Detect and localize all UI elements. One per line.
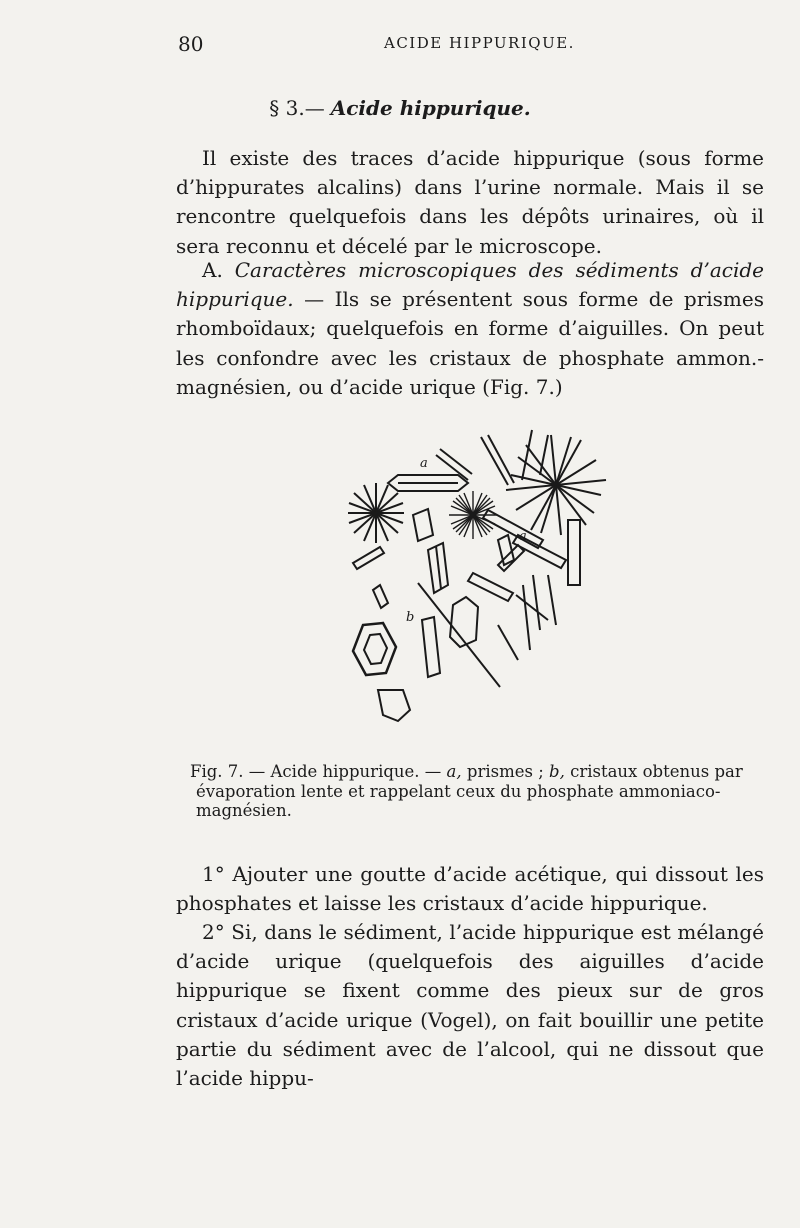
section-name: Acide hippurique. — [330, 96, 531, 120]
figure-label-a-top: a — [420, 456, 428, 471]
crystal-figure — [318, 425, 633, 730]
rosette-crystal-left — [348, 483, 404, 543]
rectangular-crystal — [422, 617, 440, 677]
figure-caption — [190, 762, 772, 821]
paragraph-step-1: 1° Ajouter une goutte d’acide acétique, qui dissout les phosphates et laisse les cristaux d’acide hippurique. — [176, 862, 764, 916]
section-title — [0, 96, 800, 120]
small-prism-b — [378, 690, 410, 721]
needle-group-top — [436, 430, 548, 485]
caption-text-2: prismes ; — [466, 762, 544, 781]
figure-label-b: b — [406, 610, 415, 625]
running-head — [178, 32, 768, 56]
caption-fig: Fig. 7. — — [190, 762, 266, 781]
caption-letter-a: a, — [446, 762, 462, 781]
needle-cross-lower — [498, 575, 556, 660]
caption-text-1: Acide hippurique. — — [270, 762, 442, 781]
caption-text-3: cristaux obtenus par évaporation lente et rappelant ceux du phosphate ammoniaco-magnésien. — [196, 762, 743, 820]
figure-label-a-right: a — [519, 529, 527, 544]
running-title: ACIDE HIPPURIQUE. — [384, 34, 575, 52]
paragraph-characters — [176, 256, 764, 402]
caption-letter-b: b, — [549, 762, 565, 781]
section-number: § 3.— — [269, 96, 325, 120]
prism-crystal-left — [353, 547, 384, 569]
paragraph-intro: Il existe des traces d’acide hippurique (sous forme d’hippurates alcalins) dans l’urine normale. Mais il se rencontre quelquefois dans les dépôts urinaires, où il sera reconnu et décelé par le microscope. — [176, 146, 764, 258]
crystal-illustration — [318, 425, 633, 730]
paragraph-body: — Ils se présentent sous forme de prismes rhomboïdaux; quelquefois en forme d’aiguilles. On peut les confondre avec les cristaux de phosphate ammon.-magnésien, ou d’acide urique (Fig. 7.) — [176, 287, 764, 399]
paragraph-step-2: 2° Si, dans le sédiment, l’acide hippurique est mélangé d’acide urique (quelquefois des aiguilles d’acide hippurique se fixent comme des pieux sur de gros cristaux d’acide urique (Vogel), on fait bouillir une petite partie du sédiment avec de l’alcool, qui ne dissout que l’acide hippu- — [176, 920, 764, 1091]
hexagonal-crystal — [353, 623, 396, 675]
paragraph-letter: A. — [202, 258, 223, 282]
prism-crystal-small — [498, 535, 514, 565]
long-needle — [418, 583, 500, 687]
page-number: 80 — [178, 32, 204, 56]
needle-cluster-right — [506, 435, 606, 535]
tablet-crystal — [450, 597, 478, 647]
paragraph-heading: Caractères microscopiques des sédiments d’acide hippurique. — [176, 258, 765, 312]
rosette-crystal-dense — [449, 491, 497, 539]
small-prism-a — [373, 585, 388, 608]
